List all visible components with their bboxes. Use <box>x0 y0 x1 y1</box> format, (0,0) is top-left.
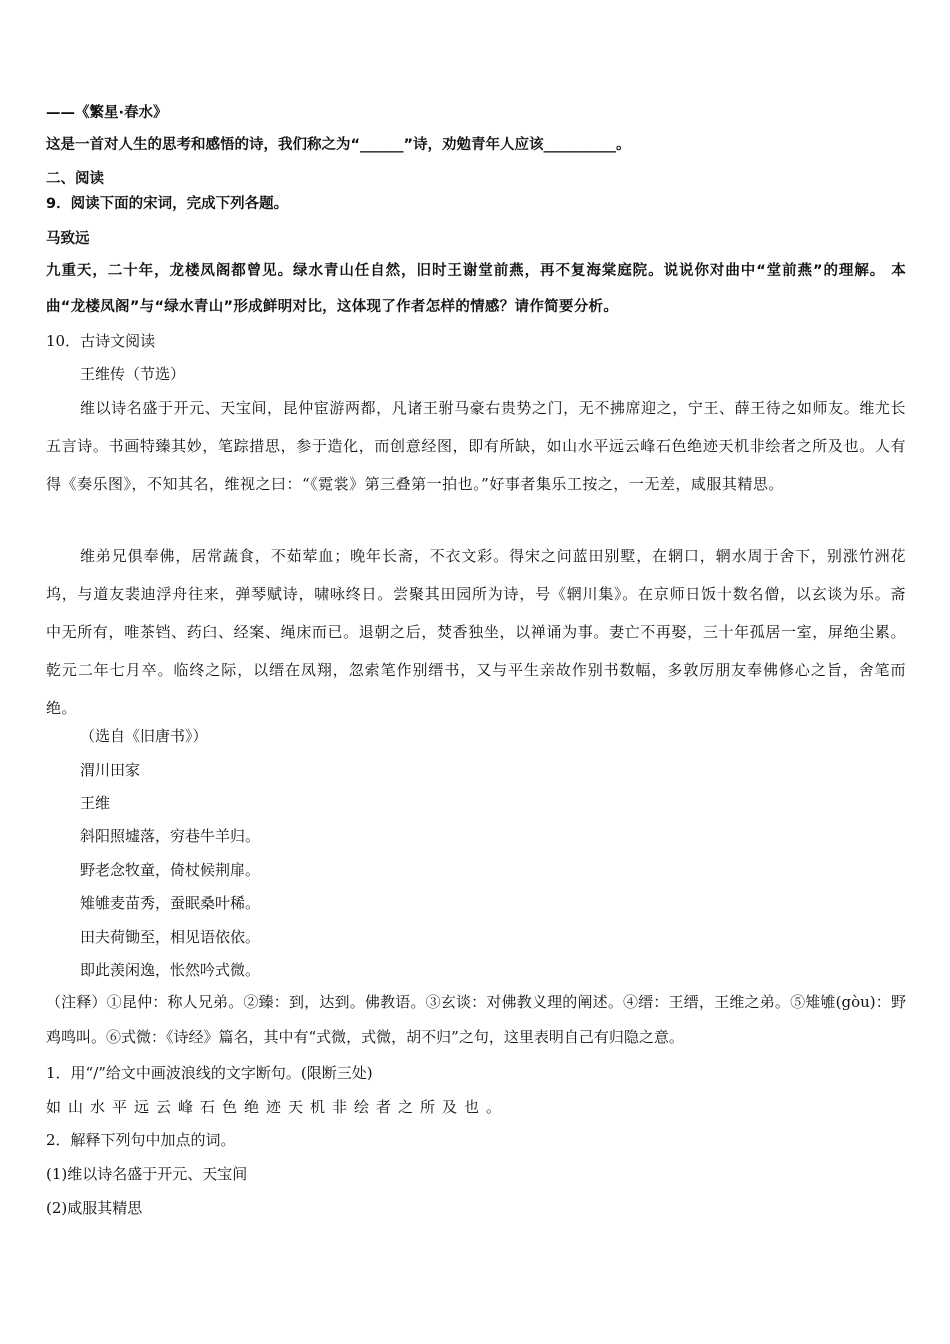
question-10-prompt: 10．古诗文阅读 <box>46 332 156 350</box>
passage-title: 王维传（节选） <box>80 365 186 383</box>
poem-line: 野老念牧童，倚杖候荆扉。 <box>80 861 261 879</box>
question-9-author: 马致远 <box>46 231 90 247</box>
passage-paragraph-1: 维以诗名盛于开元、天宝间，昆仲宦游两都，凡诸王驸马豪右贵势之门，无不拂席迎之，宁王、薛王待之如师友。维尤长五言诗。书画特臻其妙，笔踪措思，参于造化，而创意经图，即有所缺，如山水平远云峰石色绝迹天机非绘者之所及也。人有得《奏乐图》，不知其名，维视之曰：“《霓裳》第三叠第一拍也。”好事者集乐工按之，一无差，咸服其精思。 <box>46 399 906 493</box>
question-9-prompt: 9．阅读下面的宋词，完成下列各题。 <box>46 196 289 212</box>
sub-question-2: 2．解释下列句中加点的词。 <box>46 1131 236 1149</box>
passage-source: （选自《旧唐书》） <box>80 727 208 745</box>
question-9-text: 九重天，二十年，龙楼凤阁都曾见。绿水青山任自然，旧时王谢堂前燕，再不复海棠庭院。说说你对曲中“堂前燕”的理解。 本曲“龙楼凤阁”与“绿水青山”形成鲜明对比，这体现了作者怎样的情感？请作简要分析。 <box>46 263 906 315</box>
sub-question-2-item-1: (1)维以诗名盛于开元、天宝间 <box>46 1165 248 1183</box>
poem-line: 田夫荷锄至，相见语依依。 <box>80 928 261 946</box>
poem-line: 雉雊麦苗秀，蚕眠桑叶稀。 <box>80 894 261 912</box>
sub-question-1: 1．用“/”给文中画波浪线的文字断句。(限断三处) <box>46 1064 373 1082</box>
sub-question-1-text: 如山水平远云峰石色绝迹天机非绘者之所及也。 <box>46 1098 509 1116</box>
section-heading: 二、阅读 <box>46 171 104 187</box>
poem-source: ——《繁星·春水》 <box>46 105 168 121</box>
fill-blank-question: 这是一首对人生的思考和感悟的诗，我们称之为“______”诗，劝勉青年人应该__________。 <box>46 137 631 153</box>
passage-paragraph-2: 维弟兄俱奉佛，居常蔬食，不茹荤血；晚年长斋，不衣文彩。得宋之问蓝田别墅，在辋口，辋水周于舍下，别涨竹洲花坞，与道友裴迪浮舟往来，弹琴赋诗，啸咏终日。尝聚其田园所为诗，号《辋川集》。在京师日饭十数名僧，以玄谈为乐。斋中无所有，唯茶铛、药臼、经案、绳床而已。退朝之后，焚香独坐，以禅诵为事。妻亡不再娶，三十年孤居一室，屏绝尘累。乾元二年七月卒。临终之际，以缙在凤翔，忽索笔作别缙书，又与平生亲故作别书数幅，多敦厉朋友奉佛修心之旨，舍笔而绝。 <box>46 547 906 717</box>
poem-line: 斜阳照墟落，穷巷牛羊归。 <box>80 827 261 845</box>
poem-title: 渭川田家 <box>80 761 141 779</box>
poem-author: 王维 <box>80 794 111 812</box>
poem-line: 即此羡闲逸，怅然吟式微。 <box>80 961 261 979</box>
sub-question-2-item-2: (2)咸服其精思 <box>46 1199 143 1217</box>
annotation-notes: （注释）①昆仲：称人兄弟。②臻：到，达到。佛教语。③玄谈：对佛教义理的阐述。④缙：王缙，王维之弟。⑤雉雊(gòu)：野鸡鸣叫。⑥式微：《诗经》篇名，其中有“式微，式微，胡不归”之句，这里表明自己有归隐之意。 <box>46 993 906 1046</box>
